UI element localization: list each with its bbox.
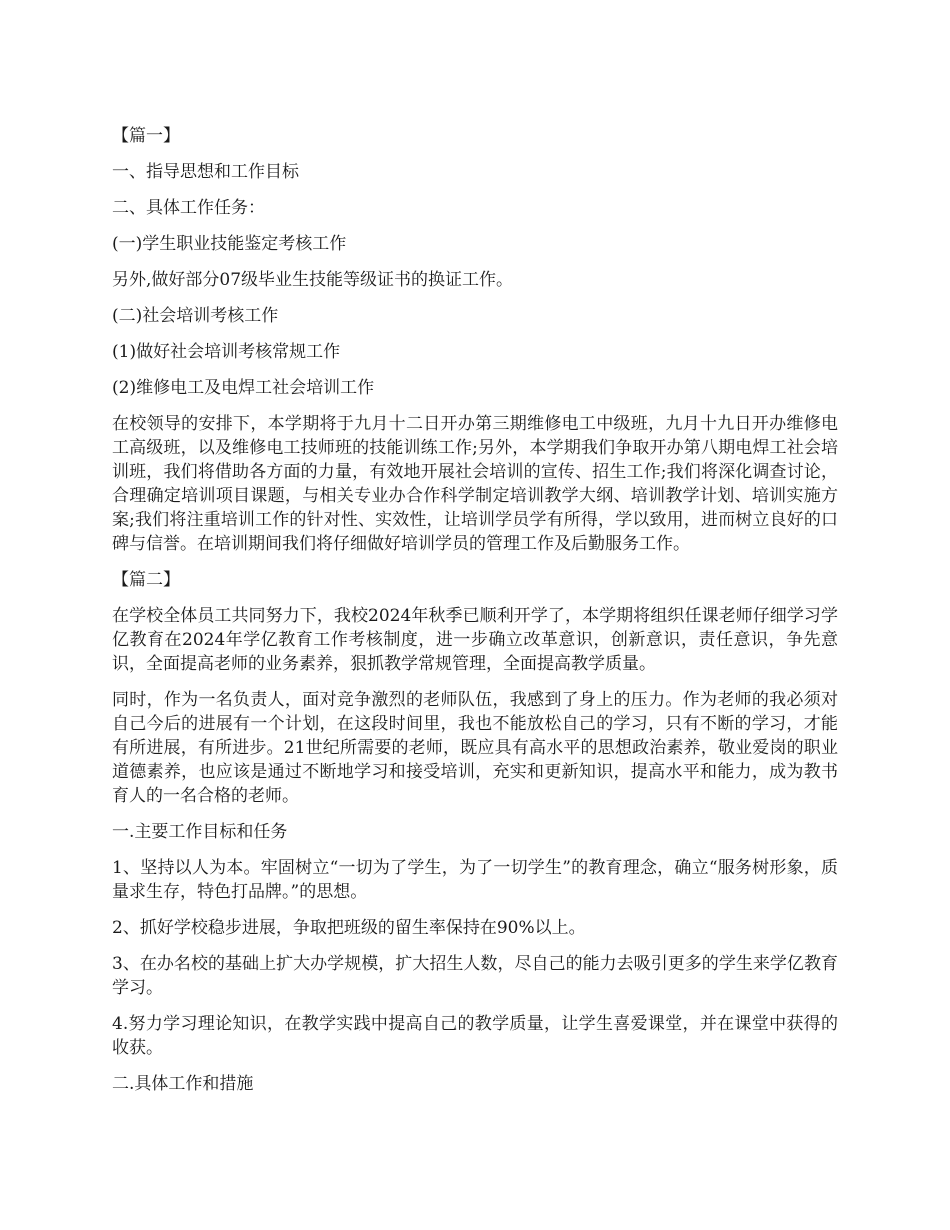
goal-item-4: 4.努力学习理论知识，在教学实践中提高自己的教学质量，让学生喜爱课堂，并在课堂中获得的收获。 bbox=[112, 1014, 838, 1058]
section-heading-2: 【篇二】 bbox=[112, 570, 180, 590]
goal-item-3: 3、在办名校的基础上扩大办学规模，扩大招生人数，尽自己的能力去吸引更多的学生来学亿教育学习。 bbox=[112, 954, 838, 998]
subheading-skill-assessment: (一)学生职业技能鉴定考核工作 bbox=[112, 234, 347, 254]
paragraph-personal-plan: 同时，作为一名负责人，面对竞争激烈的老师队伍，我感到了身上的压力。作为老师的我必须对自己今后的进展有一个计划，在这段时间里，我也不能放松自己的学习，只有不断的学习，才能有所进展，有所进步。21世纪所需要的老师，既应具有高水平的思想政治素养，敬业爱岗的职业道德素养，也应该是通过不断地学习和接受培训，充实和更新知识，提高水平和能力，成为教书育人的一名合格的老师。 bbox=[112, 690, 838, 806]
subheading-social-training: (二)社会培训考核工作 bbox=[112, 306, 279, 326]
item-electrician-welder-training: (2)维修电工及电焊工社会培训工作 bbox=[112, 378, 375, 398]
heading-guiding-ideas: 一、指导思想和工作目标 bbox=[112, 162, 299, 182]
heading-specific-measures: 二.具体工作和措施 bbox=[112, 1074, 254, 1094]
goal-item-1: 1、坚持以人为本。牢固树立“一切为了学生，为了一切学生”的教育理念，确立“服务树形象，质量求生存，特色打品牌。”的思想。 bbox=[112, 858, 838, 902]
heading-specific-tasks: 二、具体工作任务： bbox=[112, 198, 265, 218]
item-routine-assessment: (1)做好社会培训考核常规工作 bbox=[112, 342, 341, 362]
paragraph-training-plan: 在校领导的安排下，本学期将于九月十二日开办第三期维修电工中级班，九月十九日开办维修电工高级班，以及维修电工技师班的技能训练工作;另外，本学期我们争取开办第八期电焊工社会培训班，我们将借助各方面的力量，有效地开展社会培训的宣传、招生工作;我们将深化调查讨论，合理确定培训项目课题，与相关专业办合作科学制定培训教学大纲、培训教学计划、培训实施方案;我们将注重培训工作的针对性、实效性，让培训学员学有所得，学以致用，进而树立良好的口碑与信誉。在培训期间我们将仔细做好培训学员的管理工作及后勤服务工作。 bbox=[112, 414, 838, 554]
paragraph-semester-start: 在学校全体员工共同努力下，我校2024年秋季已顺利开学了，本学期将组织任课老师仔细学习学亿教育在2024年学亿教育工作考核制度，进一步确立改革意识，创新意识，责任意识，争先意识，全面提高老师的业务素养，狠抓教学常规管理，全面提高教学质量。 bbox=[112, 606, 838, 674]
section-heading-1: 【篇一】 bbox=[112, 126, 180, 146]
heading-main-goals: 一.主要工作目标和任务 bbox=[112, 822, 288, 842]
paragraph-certificate-renewal: 另外,做好部分07级毕业生技能等级证书的换证工作。 bbox=[112, 270, 514, 290]
goal-item-2: 2、抓好学校稳步进展，争取把班级的留生率保持在90%以上。 bbox=[112, 918, 586, 938]
